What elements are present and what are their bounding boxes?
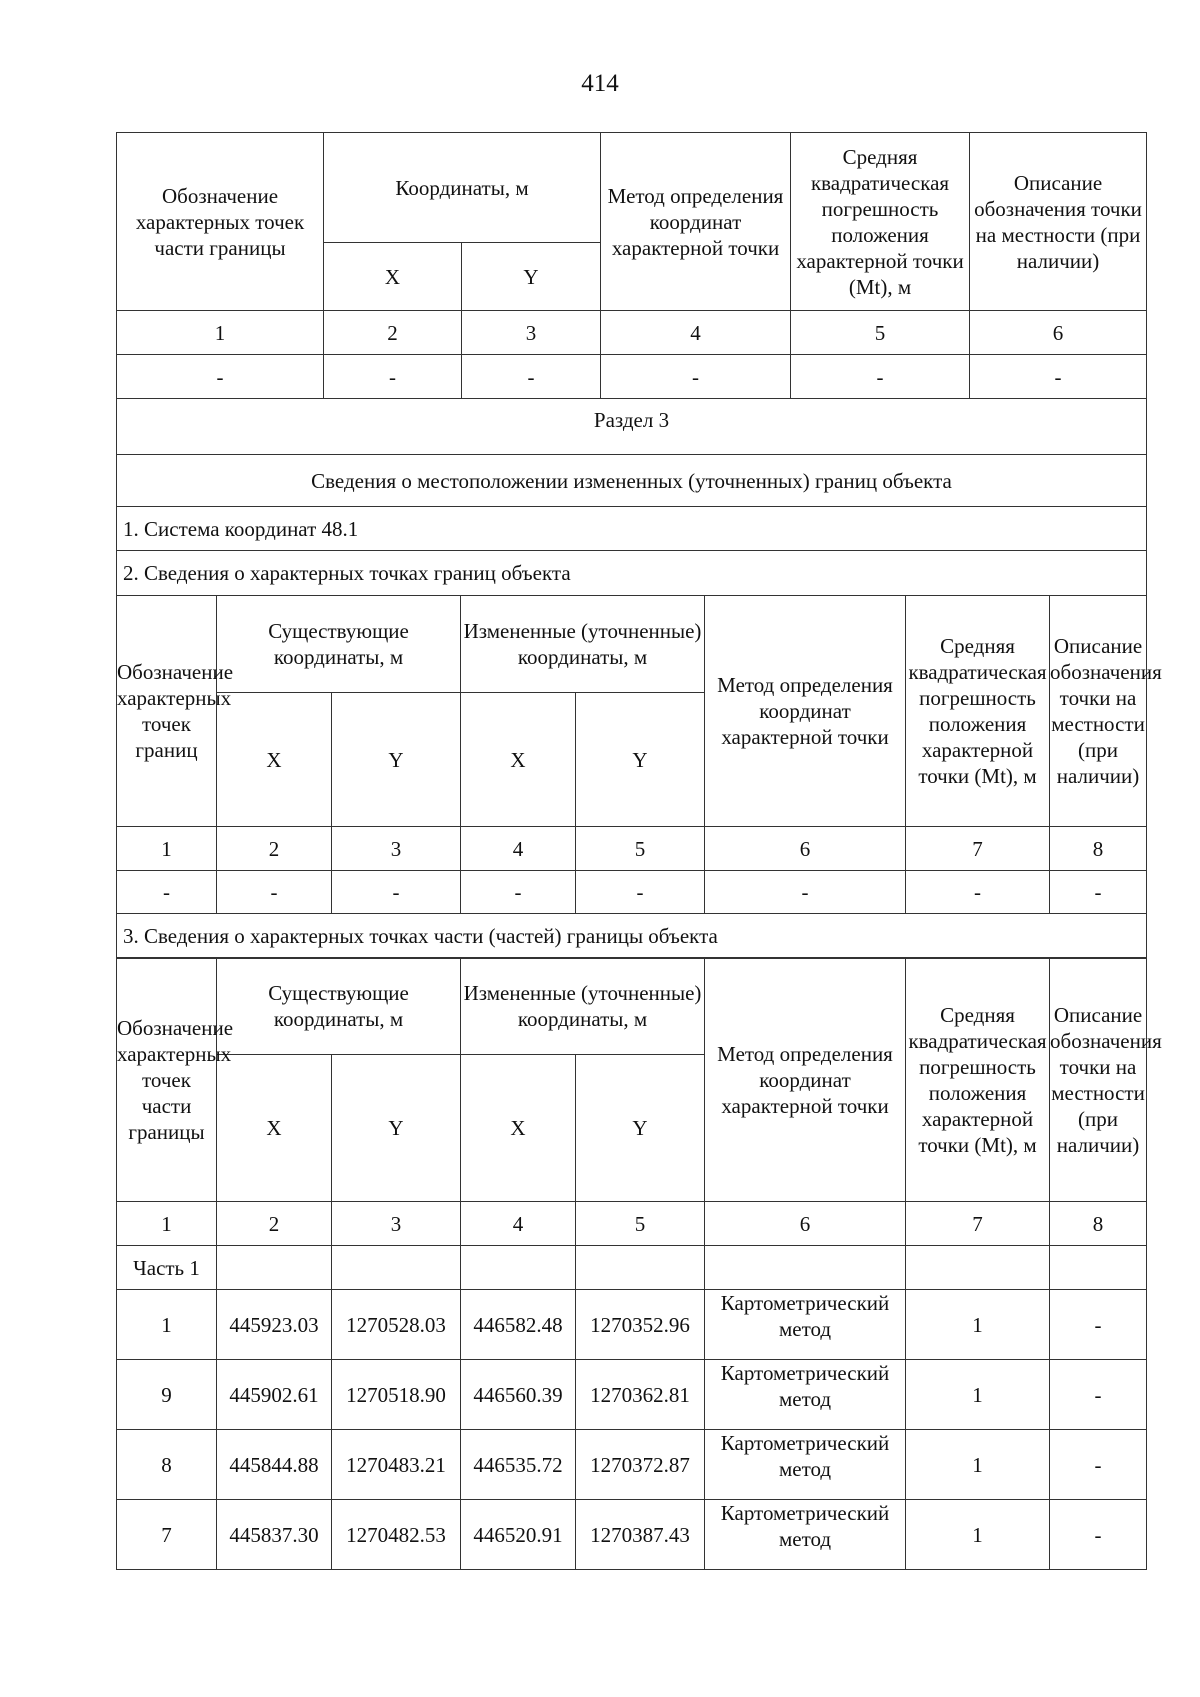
header-changed-x: X: [461, 693, 576, 827]
header-existing-y: Y: [332, 693, 461, 827]
part-boundary-points-table: [116, 132, 1147, 596]
description: -: [1050, 1290, 1147, 1360]
column-number: 3: [332, 827, 461, 871]
column-number: 5: [791, 311, 970, 355]
header-changed-coordinates: Измененные (уточненные) координаты, м: [461, 958, 705, 1055]
header-method: Метод определения координат характерной точки: [705, 596, 906, 827]
column-number: 3: [332, 1202, 461, 1246]
part-label-row: [117, 1246, 1147, 1290]
column-number-row: [117, 1202, 1147, 1246]
section-title: Раздел 3: [117, 399, 1147, 455]
column-number: 5: [576, 1202, 705, 1246]
empty-cell: -: [1050, 871, 1147, 914]
empty-row: [117, 871, 1147, 914]
header-designation: Обозначение характерных точек части границы: [117, 958, 217, 1202]
header-existing-x: X: [217, 693, 332, 827]
point-number: 8: [117, 1430, 217, 1500]
changed-y: 1270387.43: [576, 1500, 705, 1570]
header-changed-y: Y: [576, 693, 705, 827]
header-error: Средняя квадратическая погрешность положения характерной точки (Mt), м: [906, 596, 1050, 827]
column-number: 5: [576, 827, 705, 871]
empty-cell: -: [324, 355, 462, 399]
column-number: 1: [117, 1202, 217, 1246]
column-number: 1: [117, 827, 217, 871]
header-y: Y: [462, 243, 601, 311]
point-number: 1: [117, 1290, 217, 1360]
header-error: Средняя квадратическая погрешность положения характерной точки (Mt), м: [791, 133, 970, 311]
empty-row: [117, 355, 1147, 399]
error: 1: [906, 1430, 1050, 1500]
header-error: Средняя квадратическая погрешность положения характерной точки (Mt), м: [906, 958, 1050, 1202]
existing-x: 445923.03: [217, 1290, 332, 1360]
column-number: 4: [601, 311, 791, 355]
existing-x: 445844.88: [217, 1430, 332, 1500]
existing-y: 1270482.53: [332, 1500, 461, 1570]
header-changed-y: Y: [576, 1055, 705, 1202]
column-number: 4: [461, 1202, 576, 1246]
empty-cell: -: [332, 871, 461, 914]
table-row: [117, 1360, 1147, 1430]
header-method: Метод определения координат характерной точки: [705, 958, 906, 1202]
empty-cell: -: [970, 355, 1147, 399]
column-number-row: [117, 311, 1147, 355]
column-number: 2: [217, 1202, 332, 1246]
column-number: 8: [1050, 827, 1147, 871]
existing-y: 1270528.03: [332, 1290, 461, 1360]
column-number: 2: [217, 827, 332, 871]
column-number: 2: [324, 311, 462, 355]
description: -: [1050, 1430, 1147, 1500]
section-subtitle: Сведения о местоположении измененных (уточненных) границ объекта: [117, 455, 1147, 507]
empty-cell: -: [576, 871, 705, 914]
empty-cell: -: [906, 871, 1050, 914]
header-existing-x: X: [217, 1055, 332, 1202]
header-designation: Обозначение характерных точек границ: [117, 596, 217, 827]
existing-x: 445902.61: [217, 1360, 332, 1430]
table-row: [117, 1500, 1147, 1570]
changed-x: 446535.72: [461, 1430, 576, 1500]
boundary-points-table: [116, 595, 1162, 959]
point-number: 7: [117, 1500, 217, 1570]
column-number: 8: [1050, 1202, 1147, 1246]
column-number: 1: [117, 311, 324, 355]
changed-y: 1270372.87: [576, 1430, 705, 1500]
existing-x: 445837.30: [217, 1500, 332, 1570]
header-x: X: [324, 243, 462, 311]
item-2-heading: 2. Сведения о характерных точках границ объекта: [117, 551, 1147, 596]
page-number: 414: [581, 70, 619, 97]
header-method: Метод определения координат характерной точки: [601, 133, 791, 311]
changed-x: 446582.48: [461, 1290, 576, 1360]
item-3-heading: 3. Сведения о характерных точках части (частей) границы объекта: [117, 914, 1147, 959]
header-existing-coordinates: Существующие координаты, м: [217, 958, 461, 1055]
existing-y: 1270483.21: [332, 1430, 461, 1500]
method: Картометрический метод: [705, 1500, 906, 1570]
header-coordinates: Координаты, м: [324, 133, 601, 243]
header-description: Описание обозначения точки на местности (при наличии): [1050, 958, 1147, 1202]
table-row: [117, 1430, 1147, 1500]
changed-x: 446520.91: [461, 1500, 576, 1570]
column-number: 6: [705, 827, 906, 871]
column-number: 7: [906, 1202, 1050, 1246]
description: -: [1050, 1360, 1147, 1430]
header-changed-coordinates: Измененные (уточненные) координаты, м: [461, 596, 705, 693]
column-number-row: [117, 827, 1147, 871]
table-row: [117, 1290, 1147, 1360]
method: Картометрический метод: [705, 1360, 906, 1430]
header-existing-y: Y: [332, 1055, 461, 1202]
part-label: Часть 1: [117, 1246, 217, 1290]
changed-y: 1270352.96: [576, 1290, 705, 1360]
column-number: 6: [970, 311, 1147, 355]
empty-cell: -: [117, 355, 324, 399]
empty-cell: -: [462, 355, 601, 399]
empty-cell: -: [117, 871, 217, 914]
header-description: Описание обозначения точки на местности (при наличии): [970, 133, 1147, 311]
changed-x: 446560.39: [461, 1360, 576, 1430]
column-number: 3: [462, 311, 601, 355]
header-designation: Обозначение характерных точек части границы: [117, 133, 324, 311]
method: Картометрический метод: [705, 1290, 906, 1360]
description: -: [1050, 1500, 1147, 1570]
column-number: 7: [906, 827, 1050, 871]
point-number: 9: [117, 1360, 217, 1430]
empty-cell: -: [601, 355, 791, 399]
header-description: Описание обозначения точки на местности (при наличии): [1050, 596, 1147, 827]
header-existing-coordinates: Существующие координаты, м: [217, 596, 461, 693]
method: Картометрический метод: [705, 1430, 906, 1500]
part-points-table: [116, 957, 1162, 1570]
empty-cell: -: [705, 871, 906, 914]
changed-y: 1270362.81: [576, 1360, 705, 1430]
empty-cell: -: [461, 871, 576, 914]
empty-cell: -: [791, 355, 970, 399]
column-number: 6: [705, 1202, 906, 1246]
error: 1: [906, 1500, 1050, 1570]
existing-y: 1270518.90: [332, 1360, 461, 1430]
error: 1: [906, 1360, 1050, 1430]
error: 1: [906, 1290, 1050, 1360]
empty-cell: -: [217, 871, 332, 914]
coordinate-system: 1. Система координат 48.1: [117, 507, 1147, 551]
header-changed-x: X: [461, 1055, 576, 1202]
column-number: 4: [461, 827, 576, 871]
